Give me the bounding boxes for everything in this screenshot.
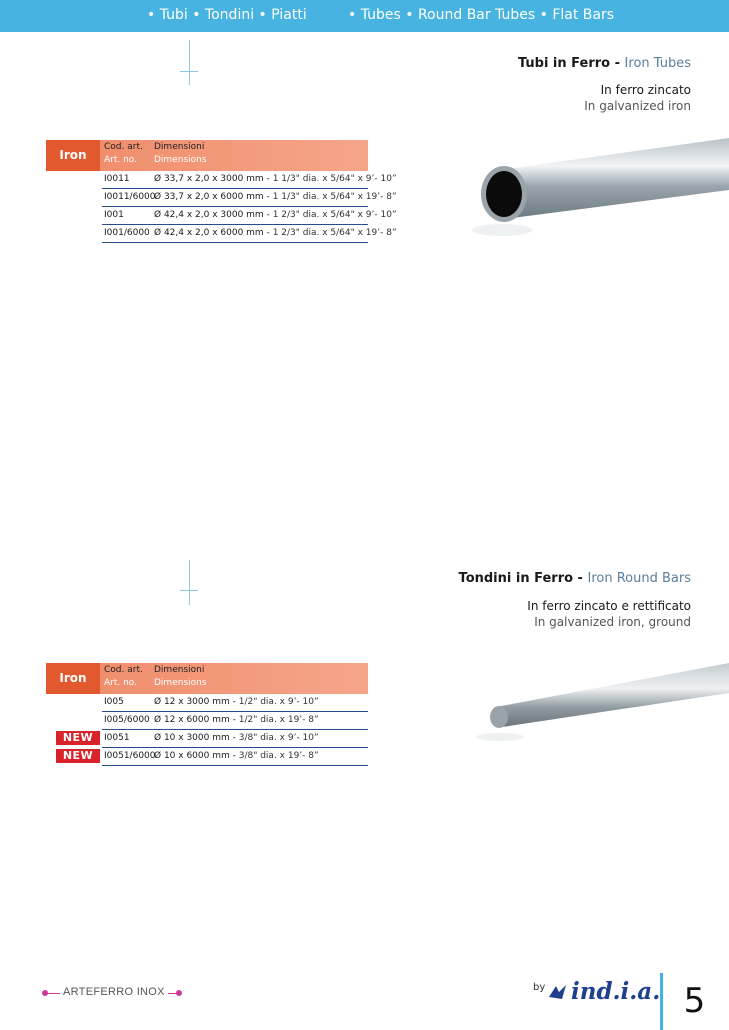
material-label: Iron [46,663,100,694]
india-bird-logo-icon [548,983,568,1001]
tubes-title-en: Iron Tubes [624,56,691,71]
tubes-subtitle-en: In galvanized iron [584,99,691,113]
dimension [154,715,319,725]
bars-product-table [46,663,368,766]
table-row [102,207,397,225]
table-row [102,694,368,712]
article-code: I001/6000 [104,228,150,238]
article-code: I0011 [104,174,130,184]
page-number-accent [660,973,663,1030]
footer-dot [42,990,48,996]
dimension [154,174,397,184]
col-code-it: Cod. art. [104,665,143,675]
bar-shadow [476,733,524,741]
iron-round-bar-photo [470,645,729,745]
dimension [154,228,397,238]
bars-subtitle-en: In galvanized iron, ground [534,615,691,629]
article-code: I001 [104,210,124,220]
dimension [154,192,397,202]
tube-shadow [472,224,532,236]
by-label: by [533,982,546,993]
table-row [102,171,397,189]
dim-metric: Ø 42,4 x 2,0 x 3000 mm - [154,210,270,220]
crop-mark [189,40,190,85]
dim-imperial: 1 1/3" dia. x 5/64" x 19’- 8” [272,192,397,202]
dim-imperial: 1 2/3" dia. x 5/64" x 9’- 10” [272,210,397,220]
table-header [46,140,368,171]
article-code: I0051 [104,733,130,743]
english-categories: • Tubes • Round Bar Tubes • Flat Bars [348,7,615,23]
tube-opening [486,171,522,217]
material-label: Iron [46,140,100,171]
dim-metric: Ø 12 x 3000 mm - [154,697,236,707]
tubes-section-title [518,56,691,71]
dim-imperial: 3/8" dia. x 19’- 8” [238,751,319,761]
bars-title-it: Tondini in Ferro - [458,571,583,586]
col-dim-en: Dimensions [154,678,207,688]
tube-body [500,138,729,218]
table-row [62,748,368,766]
table-row [102,712,368,730]
dimension [154,733,319,743]
category-header-bar [0,0,729,32]
dim-imperial: 1 2/3" dia. x 5/64" x 19’- 8” [272,228,397,238]
col-dim-en: Dimensions [154,155,207,165]
bars-section-title [459,571,691,586]
crop-mark [180,71,198,72]
new-badge: NEW [56,749,100,763]
article-code: I0051/6000 [104,751,156,761]
col-dim-it: Dimensioni [154,665,205,675]
dim-metric: Ø 10 x 6000 mm - [154,751,236,761]
dim-imperial: 1/2" dia. x 9’- 10” [238,697,319,707]
new-badge: NEW [56,731,100,745]
table-row [62,730,368,748]
dim-metric: Ø 33,7 x 2,0 x 3000 mm - [154,174,270,184]
article-code: I005 [104,697,124,707]
article-code: I005/6000 [104,715,150,725]
page-number: 5 [660,973,729,1030]
dim-metric: Ø 12 x 6000 mm - [154,715,236,725]
dim-metric: Ø 42,4 x 2,0 x 6000 mm - [154,228,270,238]
table-row [102,189,397,207]
dimension [154,210,397,220]
crop-mark [180,590,198,591]
bar-body [496,663,729,727]
dim-metric: Ø 10 x 3000 mm - [154,733,236,743]
table-header [46,663,368,694]
col-code-en: Art. no. [104,155,138,165]
dim-imperial: 1 1/3" dia. x 5/64" x 9’- 10” [272,174,397,184]
footer-dot [176,990,182,996]
india-logo: ind.i.a. [571,978,661,1005]
dimension [154,751,319,761]
italian-categories: • Tubi • Tondini • Piatti [147,7,307,23]
article-code: I0011/6000 [104,192,156,202]
tubes-product-table [46,140,397,243]
table-row [102,225,397,243]
dimension [154,697,319,707]
col-dim-it: Dimensioni [154,142,205,152]
iron-tube-photo [460,120,729,250]
crop-mark [189,560,190,605]
bars-subtitle-it: In ferro zincato e rettificato [527,599,691,613]
bars-title-en: Iron Round Bars [587,571,691,586]
dim-imperial: 1/2" dia. x 19’- 8” [238,715,319,725]
bar-end [490,706,508,728]
col-code-en: Art. no. [104,678,138,688]
tubes-title-it: Tubi in Ferro - [517,56,621,71]
tubes-subtitle-it: In ferro zincato [600,83,691,97]
dim-imperial: 3/8" dia. x 9’- 10” [238,733,319,743]
col-code-it: Cod. art. [104,142,143,152]
footer-brand: ARTEFERRO INOX [60,986,168,998]
dim-metric: Ø 33,7 x 2,0 x 6000 mm - [154,192,270,202]
